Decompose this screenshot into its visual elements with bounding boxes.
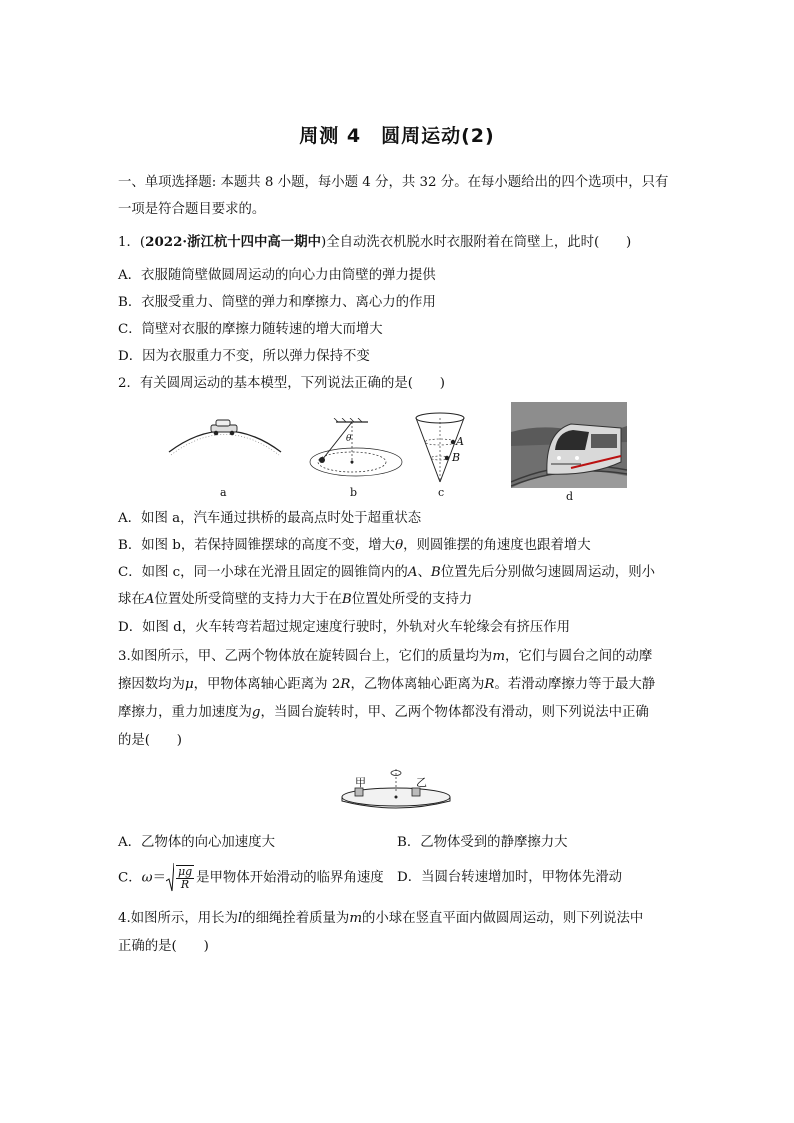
q3-option-c-pre: C． — [118, 870, 142, 886]
figure-b-theta-label: θ — [346, 434, 352, 444]
car-icon — [211, 420, 237, 435]
figure-c-label: c — [438, 486, 445, 499]
q1-stem-text: )全自动洗衣机脱水时衣服附着在筒壁上，此时( ) — [320, 235, 632, 250]
train-icon — [547, 424, 621, 474]
q1-source: 2022·浙江杭十四中高一期中 — [145, 234, 321, 250]
q2-option-b — [118, 536, 591, 556]
figure-a-label: a — [220, 486, 227, 499]
figure-b-label: b — [350, 486, 358, 499]
q3-var-omega: ω — [141, 870, 153, 886]
figure-c-cone — [408, 410, 472, 486]
q3-stem-line2 — [118, 675, 655, 695]
figure-rotating-platform — [338, 765, 454, 815]
q2-option-c-sep: 、 — [417, 565, 431, 580]
q3-var-g: g — [251, 705, 261, 720]
q3-stem-line1 — [118, 647, 652, 667]
section-instructions-line1: 一、单项选择题: 本题共 8 小题，每小题 4 分，共 32 分。在每小题给出的四个选项中，只有 — [118, 175, 669, 190]
q1-prefix: 1．( — [118, 235, 146, 250]
q2-option-b-pre: B．如图 b，若保持圆锥摆球的高度不变，增大 — [118, 538, 396, 553]
q2-option-c-pre: C．如图 c，同一小球在光滑且固定的圆锥筒内的 — [118, 565, 408, 580]
q4-l1-mid: 的细绳拴着质量为 — [242, 911, 350, 926]
q1-option-b: B．衣服受重力、筒壁的弹力和摩擦力、离心力的作用 — [118, 295, 436, 310]
figure-c-point-a-label: A — [456, 435, 464, 448]
q2-option-c-a: A — [407, 565, 418, 580]
q4-var-m: m — [349, 911, 363, 926]
q3-var-r2: R — [484, 677, 495, 692]
section-instructions-line2: 一项是符合题目要求的。 — [118, 202, 266, 217]
q2-option-c2-pre: 球在 — [118, 592, 145, 607]
q4-l1-pre: 4.如图所示，用长为 — [118, 911, 238, 926]
q3-equals: ＝ — [152, 870, 166, 886]
q3-option-a: A．乙物体的向心加速度大 — [118, 835, 275, 850]
q3-option-b: B．乙物体受到的静摩擦力大 — [397, 835, 568, 850]
q2-option-d: D．如图 d，火车转弯若超过规定速度行驶时，外轨对火车轮缘会有挤压作用 — [118, 620, 571, 635]
q3-fraction — [176, 865, 194, 891]
q2-option-c-line1 — [118, 563, 655, 583]
figure-d-label: d — [566, 490, 574, 503]
figure-d-train-photo — [511, 402, 627, 488]
sqrt-symbol-icon — [166, 862, 174, 894]
q3-l2-pre: 擦因数均为 — [118, 677, 185, 692]
q2-stem: 2．有关圆周运动的基本模型，下列说法正确的是( ) — [118, 376, 445, 391]
figure-jia-label: 甲 — [355, 776, 366, 789]
q1-option-c: C．筒壁对衣服的摩擦力随转速的增大而增大 — [118, 322, 383, 337]
q2-option-c-b: B — [430, 565, 441, 580]
q3-var-r1: R — [340, 677, 351, 692]
figure-a-arch-bridge — [165, 412, 285, 462]
q3-option-d: D．当圆台转速增加时，甲物体先滑动 — [397, 870, 622, 885]
q3-option-c — [118, 862, 384, 895]
q3-stem-line4: 的是( ) — [118, 733, 183, 748]
figure-b-conical-pendulum — [306, 418, 406, 478]
q2-option-c2-post: 位置处所受的支持力 — [351, 592, 473, 607]
q3-l3-pre: 摩擦力，重力加速度为 — [118, 705, 252, 720]
q2-option-b-post: ，则圆锥摆的角速度也跟着增大 — [403, 538, 591, 553]
q2-option-c-post: 位置先后分别做匀速圆周运动，则小 — [440, 565, 655, 580]
q3-fraction-den: R — [180, 878, 190, 891]
q2-option-c2-b: B — [341, 592, 352, 607]
q2-option-a: A．如图 a，汽车通过拱桥的最高点时处于超重状态 — [118, 511, 422, 526]
q3-l2-mid2: ，乙物体离轴心距离为 — [350, 677, 485, 692]
q4-l1-post: 的小球在竖直平面内做圆周运动，则下列说法中 — [362, 911, 644, 926]
q4-stem-line2: 正确的是( ) — [118, 939, 209, 954]
q1-option-d: D．因为衣服重力不变，所以弹力保持不变 — [118, 349, 370, 364]
q2-option-c-line2 — [118, 590, 472, 610]
page-title: 周测 4 圆周运动(2) — [299, 125, 495, 147]
q4-stem-line1 — [118, 909, 643, 929]
q2-option-c2-mid: 位置处所受筒壁的支持力大于在 — [154, 592, 342, 607]
q3-var-mu: μ — [184, 677, 194, 692]
q3-option-c-post: 是甲物体开始滑动的临界角速度 — [196, 870, 384, 886]
figure-yi-label: 乙 — [416, 776, 427, 789]
q1-stem — [118, 232, 631, 253]
q2-option-c2-a: A — [144, 592, 155, 607]
q4-var-l: l — [237, 911, 243, 926]
q3-l2-post: 。若滑动摩擦力等于最大静 — [494, 677, 656, 692]
q3-fraction-num: μg — [177, 865, 193, 878]
q2-option-b-var: θ — [395, 538, 404, 553]
figure-c-point-b-label: B — [452, 451, 461, 464]
q3-l2-mid1: ，甲物体离轴心距离为 2 — [193, 677, 341, 692]
q3-l1-post: ，它们与圆台之间的动摩 — [505, 649, 653, 664]
q3-l1-pre: 3.如图所示，甲、乙两个物体放在旋转圆台上，它们的质量均为 — [118, 649, 493, 664]
q3-stem-line3 — [118, 703, 649, 723]
q3-l3-post: ，当圆台旋转时，甲、乙两个物体都没有滑动，则下列说法中正确 — [260, 705, 649, 720]
q3-var-m: m — [492, 649, 506, 664]
q1-option-a: A．衣服随筒壁做圆周运动的向心力由筒壁的弹力提供 — [118, 268, 436, 283]
